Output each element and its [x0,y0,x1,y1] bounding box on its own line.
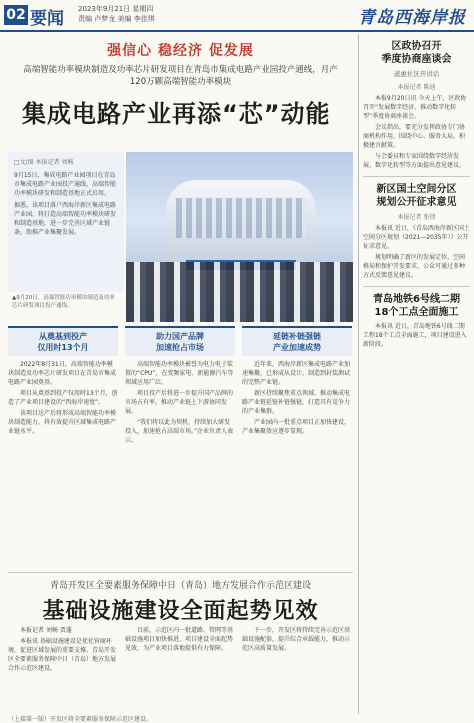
column-paragraph: 产业园内一批重点项目正加快建设，产业集聚效应逐步显现。 [242,419,351,435]
column-3 [242,326,352,566]
main-columns [8,326,353,566]
column-paragraph: 该项目达产后将形成高端智能功率模块制造能力，将有效提升区域集成电路产业链水平。 [8,410,117,435]
sidebar-paragraph: 本报讯 近日，青岛地铁6号线二期工程18个工点全面施工，项目建设进入新阶段。 [363,323,467,348]
column-2 [125,326,235,566]
sidebar-paragraph: 本报9月20日讯 今天上午，区政协召开“发展数字经济、推动数字化转型”季度协商座谈会。 [363,95,467,120]
sidebar-divider [363,176,470,177]
sidebar-paragraph: 本报讯 近日，《青岛西海岸新区国土空间分区规划（2021—2035年）》公开征求意见。 [363,225,470,250]
sidebar-paragraph: 规划明确了新区的发展定位、空间格局和保护开发要求，公众可通过多种方式反馈意见建议。 [363,254,466,279]
main-byline: □文/图 本报记者 刘畅 [14,159,74,166]
lead-column [8,152,124,292]
column-paragraph: 近年来，西海岸新区集成电路产业加速集聚，已形成从设计、制造到封装测试的完整产业链。 [242,361,351,386]
second-column-2 [125,626,235,655]
lead-paragraph: 9月15日，集成电路产业园项目在青岛市集成电路产业园投产通线，高端智能功率模块研发和制造基地正式启用。 [14,172,117,197]
page-header [0,0,474,32]
second-story-body [8,626,353,710]
column-paragraph: 项目投产后将进一步提升国产品牌的市场占有率，推动产业链上下游协同发展。 [125,390,234,415]
column-paragraph: 高端智能功率模块被誉为电力电子装置的“CPU”，在变频家电、新能源汽车等领域应用广泛。 [125,361,234,386]
second-kicker: 青岛开发区全要素服务保障中日（青岛）地方发展合作示范区建设 [49,581,311,591]
sidebar-headline-2: 新区国土空间分区 规划公开征求意见 [376,184,457,208]
main-headline: 集成电路产业再添“芯”动能 [22,100,331,128]
column-paragraph: 新区持续聚焦重点领域，推动集成电路产业链延链补链强链，打造具有竞争力的产业集群。 [242,390,351,415]
second-paragraph: 下一步，开发区将持续完善示范区基础设施配套，提升综合承载能力，推动示范区高质量发展。 [242,627,351,652]
main-kicker: 强信心 稳经济 促发展 [107,43,254,59]
second-column-1 [8,626,118,675]
section-divider [8,572,353,573]
header-meta [78,4,155,24]
sidebar-subhead-1: 道惠社区开讲话 [393,70,440,78]
second-headline: 基础设施建设全面起势见效 [42,599,319,624]
news-photo [126,152,353,322]
sidebar-paragraph: 与会委员和专家围绕数字经济发展、数字化转型等方面提出意见建议。 [363,153,466,169]
masthead-logo: 青岛西海岸报 [358,8,466,28]
second-paragraph: 本报讯 基础设施建设是优化营商环境、促进区域发展的重要支撑。青岛开发区全要素服务保障中日（青岛）地方发展合作示范区建设。 [8,638,117,672]
main-subhead: 高端智能功率模块制造及功率芯片研发项目在青岛市集成电路产业园投产通线，月产120万颗高端智能功率模块 [23,65,338,87]
date-line: 2023年9月21日 星期四 [78,5,154,13]
column-heading: 延链补链强链 产业加速成势 [242,326,352,356]
continued-note: （上接第一版）开发区将全要素服务保障示范区建设。 [8,716,153,723]
sidebar-paragraph: 会议指出，要充分发挥政协专门协商机构作用，围绕中心、服务大局，积极建言献策。 [363,124,466,149]
sidebar [358,34,470,714]
column-paragraph: 项目从奠基到投产仅用时13个月，创造了产业项目建设的“西海岸速度”。 [8,390,118,406]
crowd-image [126,262,353,322]
second-column-3 [242,626,352,655]
sidebar-byline-1: 本报记者 陈迪 [397,84,436,91]
column-paragraph: “我们将以此为契机，持续加大研发投入，加速抢占高端市场。”企业负责人表示。 [125,419,234,444]
column-paragraph: 2022年8月31日，高端智能功率模块制造及功率芯片研发项目在青岛市集成电路产业园奠基。 [8,361,117,386]
sidebar-byline-2: 本报记者 张倩 [397,214,436,221]
editor-line: 责编 卢梦龙 美编 李佳琪 [78,15,155,23]
sidebar-divider [363,286,470,287]
photo-caption: ▲9月20日，高端智能功率模块制造及功率芯片研发项目投产通线。 [12,295,115,309]
sidebar-headline-3: 青岛地铁6号线二期 18个工点全面施工 [373,294,460,318]
column-heading: 从奠基到投产 仅用时13个月 [8,326,118,356]
sidebar-headline-1: 区政协召开 季度协商座谈会 [381,41,452,65]
column-1 [8,326,118,566]
lead-paragraph: 据悉，该项目落户西海岸新区集成电路产业园，将打造高端智能功率模块研发和制造基地，进一步完善区域产业链条，助推产业集聚发展。 [14,202,117,236]
page-number: 02 [4,5,28,25]
section-title: 要闻 [30,9,64,29]
second-paragraph: 目前，示范区内一批道路、管网等基础设施项目加快推进，项目建设全面起势见效，为产业项目落地提供有力保障。 [125,627,234,652]
second-byline: 本报记者 刘畅 贾蓬 [20,627,72,634]
column-heading: 助力国产品牌 加速抢占市场 [125,326,235,356]
main-column [8,34,353,723]
building-image [166,180,316,260]
